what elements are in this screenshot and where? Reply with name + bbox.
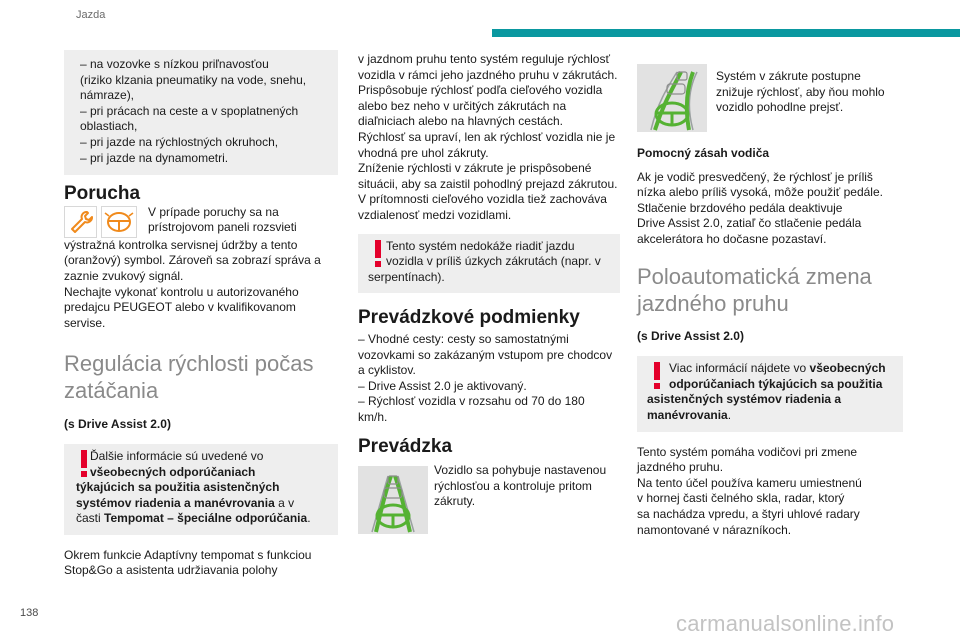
cond-line: – Drive Assist 2.0 je aktivovaný.: [358, 378, 527, 393]
operation-line: zákruty.: [434, 494, 476, 509]
warn-line: serpentínach).: [368, 269, 445, 284]
warning-exclamation-icon: [649, 362, 665, 390]
body-line: V prítomnosti cieľového vozidla tiež zachováva: [358, 192, 607, 207]
warning-exclamation-icon: [370, 240, 386, 268]
cond-line: – Vhodné cesty: cesty so samostatnými: [358, 331, 569, 346]
subtitle-drive-assist: (s Drive Assist 2.0): [64, 417, 171, 432]
body-line: vzdialenosť medzi vozidlami.: [358, 207, 512, 222]
warn-line: .: [307, 511, 311, 526]
body-line: Prispôsobuje rýchlosť podľa cieľového vozidla: [358, 83, 603, 98]
body-line: sa nachádza vpredu, a štyri uhlové radary: [637, 506, 860, 521]
warn-line: a v: [278, 495, 295, 510]
cond-line: vozovkami so zakázaným vstupom pre chodcov: [358, 347, 613, 362]
fault-text-line: V prípade poruchy sa na: [148, 204, 279, 219]
body-line: v jazdnom pruhu tento systém reguluje rýchlosť: [358, 52, 610, 66]
assist-line: Ak je vodič presvedčený, že rýchlosť je príliš: [637, 169, 873, 184]
warning-exclamation-icon: [76, 450, 92, 478]
body-line: vozidla v rámci jeho jazdného pruhu v zákrutách.: [358, 67, 618, 82]
warning-box: [637, 356, 903, 431]
body-line: Stop&Go a asistenta udržiavania polohy: [64, 563, 278, 578]
warn-line: týkajúcich sa použitia asistenčných: [76, 480, 280, 495]
section-title-lane-change: Poloautomatická zmena: [637, 263, 872, 289]
warning-box: [64, 444, 338, 535]
curve-assist-illustration: [358, 466, 428, 534]
body-line: Tento systém pomáha vodičovi pri zmene: [637, 444, 858, 459]
fault-text-line: servise.: [64, 315, 106, 330]
fault-text-line: Nechajte vykonať kontrolu u autorizovaného: [64, 284, 299, 299]
section-title-lane-change-2: jazdného pruhu: [637, 290, 789, 316]
body-line: jazdného pruhu.: [637, 460, 724, 475]
assist-line: nízka alebo príliš vysoká, môže použiť pedále.: [637, 185, 883, 200]
box-line: – na vozovke s nízkou priľnavosťou: [80, 57, 269, 71]
warn-line: časti: [76, 511, 101, 526]
warn-line: systémov riadenia a manévrovania: [76, 495, 275, 510]
body-line: Zníženie rýchlosti v zákrute je prispôsobené: [358, 161, 592, 176]
subheading-driver-intervention: Pomocný zásah vodiča: [637, 146, 770, 160]
illus-line: znižuje rýchlosť, aby ňou mohlo: [716, 84, 885, 99]
warn-line: Tempomat – špeciálne odporúčania: [104, 511, 308, 526]
box-line: – pri prácach na ceste a v spoplatnených: [80, 103, 299, 118]
section-heading-operation: Prevádzka: [358, 436, 453, 458]
body-line: v hornej časti čelného skla, radar, ktorý: [637, 491, 845, 506]
fault-text-line: prístrojovom paneli rozsvieti: [148, 220, 297, 235]
cond-line: km/h.: [358, 409, 388, 424]
running-header: Jazda: [76, 9, 106, 21]
assist-line: Drive Assist 2.0, zatiaľ čo stlačenie pedála: [637, 216, 862, 231]
fault-text-line: zaznie zvukový signál.: [64, 268, 184, 283]
body-line: namontované v nárazníkoch.: [637, 522, 792, 537]
operation-line: rýchlosťou a kontroluje pritom: [434, 478, 592, 493]
steering-wheel-warning-icon: [101, 206, 137, 238]
warn-line: všeobecných odporúčaniach: [90, 464, 256, 479]
section-title-curve-speed-2: zatáčania: [64, 378, 159, 404]
operation-line: Vozidlo sa pohybuje nastavenou: [434, 463, 607, 478]
box-line: – pri jazde na rýchlostných okruhoch,: [80, 134, 279, 149]
body-line: Na tento účel používa kameru umiestnenú: [637, 475, 862, 490]
body-line: alebo bez neho v určitých zákrutách na: [358, 98, 567, 113]
assist-line: Stlačenie brzdového pedála deaktivuje: [637, 200, 843, 215]
cond-line: – Rýchlosť vozidla v rozsahu od 70 do 180: [358, 394, 585, 409]
column-2: [358, 52, 620, 538]
fault-text-line: (oranžový) symbol. Zároveň sa zobrazí správa a: [64, 253, 321, 268]
box-line: (riziko klzania pneumatiky na vode, snehu,: [80, 72, 307, 87]
warning-box: [358, 234, 620, 294]
box-line: námraze),: [80, 88, 135, 103]
wrench-icon: [64, 206, 97, 238]
warn-line: manévrovania: [647, 407, 728, 422]
box-line: oblastiach,: [80, 119, 138, 134]
fault-text-line: predajcu PEUGEOT alebo v kvalifikovanom: [64, 300, 296, 315]
page-number: 138: [20, 607, 39, 619]
cond-line: a cyklistov.: [358, 363, 416, 378]
fault-text-line: výstražná kontrolka servisnej údržby a tento: [64, 237, 298, 252]
warn-line: všeobecných: [809, 361, 886, 376]
section-title-curve-speed: Regulácia rýchlosti počas: [64, 351, 314, 377]
warn-line: Ďalšie informácie sú uvedené vo: [90, 448, 264, 463]
warn-line: odporúčaniach týkajúcich sa použitia: [669, 376, 883, 391]
warn-line: vozidla v príliš úzkych zákrutách (napr. v: [386, 254, 601, 269]
column-1: [64, 50, 338, 579]
header-accent-bar: [492, 29, 960, 37]
section-heading-conditions: Prevádzkové podmienky: [358, 307, 580, 329]
column-3: [637, 64, 903, 538]
warn-line: asistenčných systémov riadenia a: [647, 392, 842, 407]
warn-line: Tento systém nedokáže riadiť jazdu: [386, 238, 575, 253]
body-line: Rýchlosť sa upraví, len ak rýchlosť vozidla nie je: [358, 129, 616, 144]
subtitle-drive-assist: (s Drive Assist 2.0): [637, 328, 744, 343]
body-line: diaľniciach alebo na hlavných cestách.: [358, 114, 563, 129]
illus-line: vozidlo pohodlne prejsť.: [716, 100, 844, 115]
body-line: vhodná pre uhol zákruty.: [358, 145, 489, 160]
warn-line: .: [727, 407, 732, 422]
body-line: Okrem funkcie Adaptívny tempomat s funkciou: [64, 547, 312, 562]
conditions-box: [64, 50, 338, 175]
curve-slowdown-illustration: [637, 64, 707, 132]
illus-line: Systém v zákrute postupne: [716, 69, 861, 83]
box-line: – pri jazde na dynamometri.: [80, 150, 229, 165]
warn-line: Viac informácií nájdete vo: [669, 361, 807, 376]
assist-line: akcelerátora ho dočasne pozastaví.: [637, 231, 827, 246]
section-heading-porucha: Porucha: [64, 183, 141, 205]
watermark: carmanualsonline.info: [676, 611, 895, 636]
body-line: situácii, aby sa zaistil pohodlný prejazd zákrutou.: [358, 176, 618, 191]
